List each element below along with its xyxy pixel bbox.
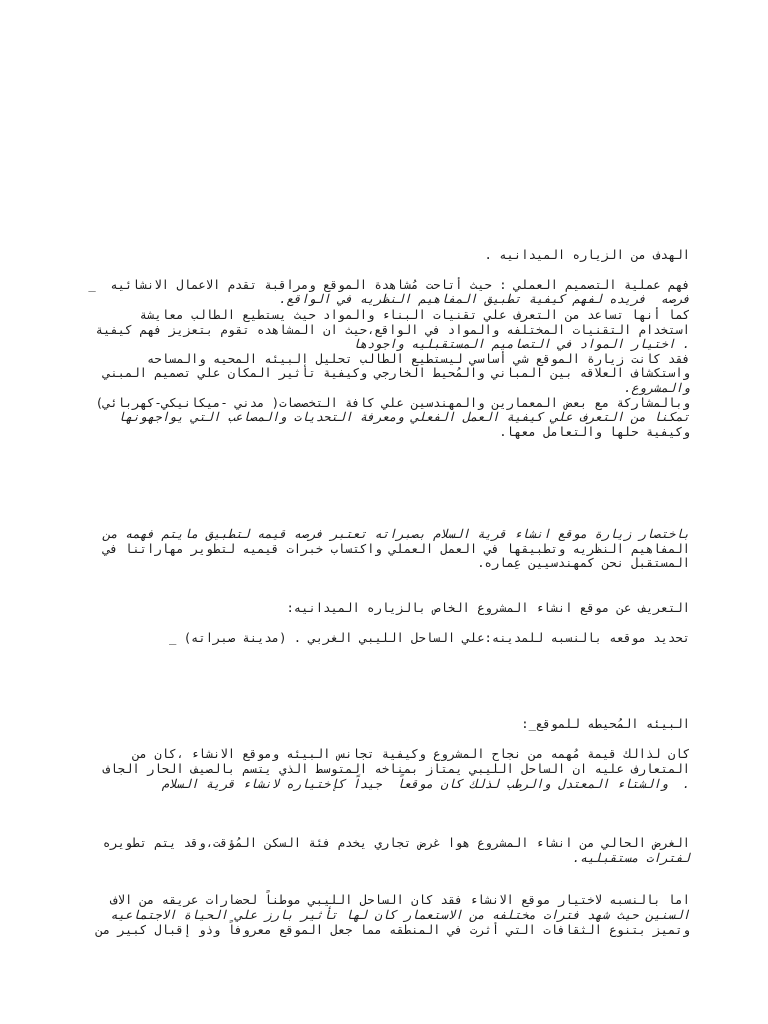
paragraph-line: . اختيار المواد في التصاميم المستقبليه واجودها [352, 337, 690, 351]
paragraph-line: فهم عملية التصميم العملي : حيث أتاحت مُشاهدة الموقع ومراقبة تقدم الاعمال الانشائيه _ [88, 278, 690, 292]
paragraph-line: السنين حيث شهد فترات مختلفه من الاستعمار كان لها تأثير بارز علي الحياة الاجتماعيه [103, 908, 690, 922]
paragraph-line: وكيفية حلها والتعامل معها. [499, 425, 690, 439]
paragraph-line: المتعارف عليه ان الساحل الليبي يمتاز بمناخه المتوسط الذي يتسم بالصيف الحار الجاف [95, 762, 690, 776]
location-line: تحديد موقعه بالنسبه للمدينه:علي الساحل الليبي الغربي . (مدينة صبراته) _ [169, 631, 690, 645]
paragraph-line: لفترات مستقبليه. [572, 851, 690, 865]
paragraph-line: . والشتاء المعتدل والرطب لذلك كان موقعاً جيداً كإختياره لانشاء قرية السلام [161, 777, 690, 791]
paragraph-line: الغرض الحالي من انشاء المشروع هوا غرض تجاري يخدم فئة السكن المُؤقت،وقد يتم تطويره [95, 836, 690, 850]
paragraph-line: المستقبل نحن كمهندسيين عِماره. [477, 556, 690, 570]
paragraph-line: وتميز بتنوع الثقافات التي أثرت في المنطقه مما جعل الموقع معروفاً وذو إقبال كبير من [88, 923, 690, 937]
paragraph-line: اما بالنسبه لاختيار موقع الانشاء فقد كان الساحل الليبي موطناً لحضارات عريقه من الاف [103, 893, 690, 907]
section-heading-environment: البيئه المُحيطه للموقع_: [521, 717, 690, 731]
paragraph-line: واستكشاف العلاقه بين المباني والمُحيط الخارجي وكيفية تأثير المكان علي تصميم المبني [103, 366, 690, 380]
paragraph-line: والمشروع. [623, 381, 690, 395]
paragraph-line: وبالمشاركة مع بعض المعمارين والمهندسين علي كافة التخصصات( مدني -ميكانيكي-كهربائي) [95, 396, 690, 410]
section-heading-goal: الهدف من الزياره الميدانيه . [484, 248, 690, 262]
paragraph-line: فقد كانت زيارة الموقع شي أساسي ليستطيع الطالب تحليل البيئه المحيه والمساحه [139, 352, 690, 366]
paragraph-line: فرصه فريده لفهم كيفية تطبيق المفاهيم النظريه في الواقع. [279, 292, 690, 306]
paragraph-line: كما أنها تساعد من التعرف علي تقنيات البناء والمواد حيث يستطيع الطالب معايشة [132, 308, 690, 322]
paragraph-line: المفاهيم النظريه وتطبيقها في العمل العملي واكتساب خبرات قيميه لتطوير مهاراتنا في [95, 542, 690, 556]
paragraph-line: استخدام التقنيات المختلفه والمواد في الواقع،حيث ان المشاهده تقوم بتعزيز فهم كيفية [95, 323, 690, 337]
paragraph-line: تمكنا من التعرف علي كيفية العمل الفعلي ومعرفة التحديات والمصاعب التي يواجهونها [110, 410, 690, 424]
section-heading-definition: التعريف عن موقع انشاء المشروع الخاص بالزياره الميدانيه: [286, 601, 690, 615]
paragraph-line: باختصار زيارة موقع انشاء قرية السلام بصبراته تعتبر فرصه قيمه لتطبيق مايتم فهمه من [95, 527, 690, 541]
paragraph-line: كان لذالك قيمة مُهمه من نجاح المشروع وكيفية تجانس البيئه وموقع الانشاء ،كان من [125, 747, 690, 761]
